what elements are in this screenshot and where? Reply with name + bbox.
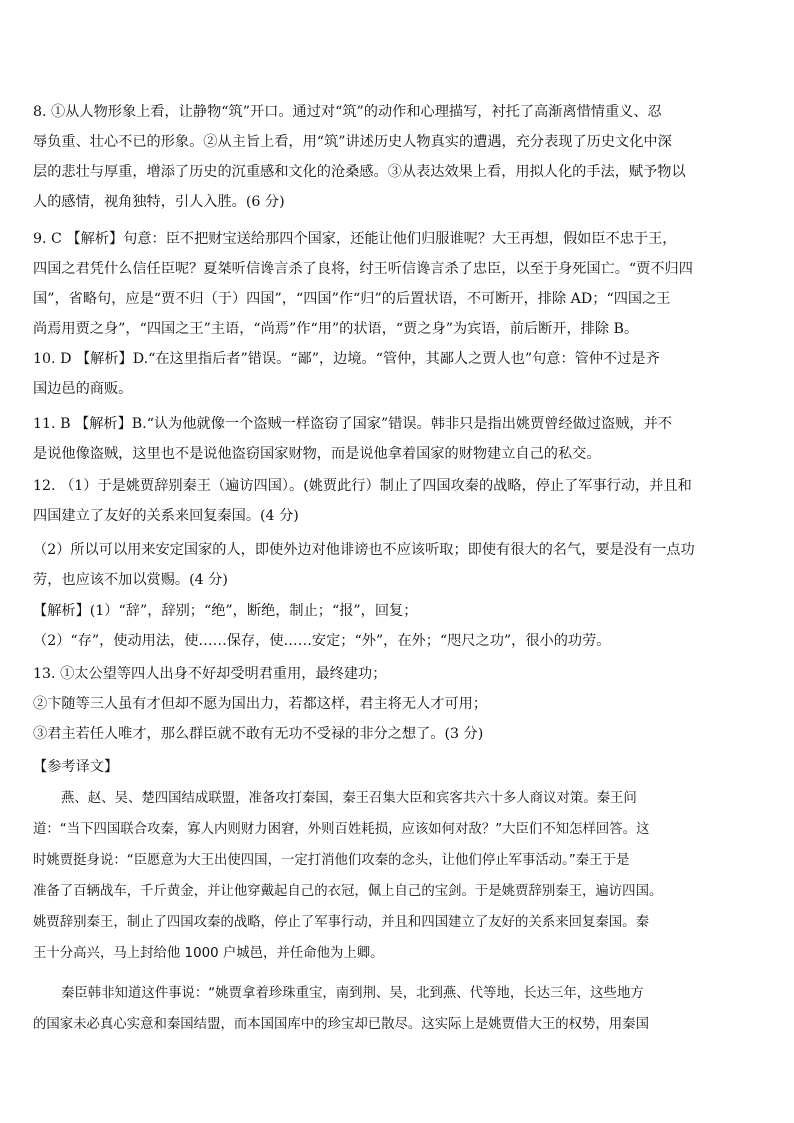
q8-line-1: 8. ①从人物形象上看，让静物“筑”开口。通过对“筑”的动作和心理描写，衬托了高渐离惜情重义、忍 <box>33 104 662 120</box>
translation-p1-line-4: 准备了百辆战车，千斤黄金，并让他穿戴起自己的衣冠，佩上自己的宝剑。于是姚贾辞别秦王，遍访四国。 <box>33 884 663 899</box>
q9-line-1: 9. C 【解析】句意：臣不把财宝送给那四个国家，还能让他们归服谁呢？大王再想，假如臣不忠于王， <box>33 231 677 247</box>
q13-line-1: 13. ①太公望等四人出身不好却受明君重用，最终建功； <box>33 666 387 682</box>
q9-line-2: 四国之君凭什么信任臣呢？夏桀听信谗言杀了良将，纣王听信谗言杀了忠臣，以至于身死国亡。“贾不归四 <box>33 261 693 277</box>
translation-p1-line-1: 燕、赵、吴、楚四国结成联盟，准备攻打秦国，秦王召集大臣和宾客共六十多人商议对策。秦王问 <box>61 791 637 806</box>
q12-analysis-line-2: （2）“存”，使动用法，使……保存，使……安定；“外”，在外；“咫尺之功”，很小的功劳。 <box>33 633 611 649</box>
q8-line-3: 层的悲壮与厚重，增添了历史的沉重感和文化的沧桑感。③从表达效果上看，用拟人化的手法，赋予物以 <box>33 164 686 180</box>
q11-line-1: 11. B 【解析】B.“认为他就像一个盗贼一样盗窃了国家”错误。韩非只是指出姚贾曾经做过盗贼，并不 <box>33 416 672 432</box>
q10-line-1: 10. D 【解析】D.“在这里指后者”错误。“鄙”，边境。“管仲，其鄙人之贾人也”句意：管仲不过是齐 <box>33 351 660 367</box>
q12-analysis-line-1: 【解析】(1）“辞”，辞别；“绝”，断绝，制止；“报”，回复； <box>33 603 418 619</box>
q10-line-2: 国边邑的商贩。 <box>33 381 133 397</box>
translation-p1-line-5: 姚贾辞别秦王，制止了四国攻秦的战略，停止了军事行动，并且和四国建立了友好的关系来回复秦国。秦 <box>33 915 649 930</box>
translation-p1-line-2: 道：“当下四国联合攻秦，寡人内则财力困窘，外则百姓耗损，应该如何对敌？”大臣们不知怎样回答。这 <box>33 822 650 837</box>
translation-p2-line-2: 的国家未必真心实意和秦国结盟，而本国国库中的珍宝却已散尽。这实际上是姚贾借大王的权势，用秦国 <box>33 1017 649 1032</box>
q8-line-2: 辱负重、壮心不已的形象。②从主旨上看，用“筑”讲述历史人物真实的遭遇，充分表现了历史文化中深 <box>33 134 672 150</box>
q11-line-2: 是说他像盗贼，这里也不是说他盗窃国家财物，而是说他拿着国家的财物建立自己的私交。 <box>33 446 601 462</box>
q13-line-3: ③君主若任人唯才，那么群臣就不敢有无功不受禄的非分之想了。(3 分) <box>33 726 484 742</box>
q9-line-3: 国”，省略句，应是“贾不归（于）四国”，“四国”作“归”的后置状语，不可断开，排除 AD；“四国之王 <box>33 291 671 307</box>
q13-line-2: ②卞随等三人虽有才但却不愿为国出力，若都这样，君主将无人才可用； <box>33 696 488 712</box>
translation-p1-line-6: 王十分高兴，马上封给他 1000 户城邑，并任命他为上卿。 <box>33 946 384 961</box>
translation-p2-line-1: 秦臣韩非知道这件事说：“姚贾拿着珍珠重宝，南到荆、吴，北到燕、代等地，长达三年，这些地方 <box>61 986 644 1001</box>
q9-line-4: 尚焉用贾之身”，“四国之王”主语，“尚焉”作“用”的状语，“贾之身”为宾语，前后断开，排除 B。 <box>33 321 639 337</box>
q12-line-4: 劳，也应该不加以赏赐。(4 分) <box>33 572 228 588</box>
translation-heading: 【参考译文】 <box>33 759 119 775</box>
q12-line-3: （2）所以可以用来安定国家的人，即使外边对他诽谤也不应该听取；即使有很大的名气，要是没有一点功 <box>33 542 695 558</box>
translation-p1-line-3: 时姚贾挺身说：“臣愿意为大王出使四国，一定打消他们攻秦的念头，让他们停止军事活动。”秦王于是 <box>33 853 630 868</box>
q8-line-4: 人的感情，视角独特，引人入胜。(6 分) <box>33 194 285 210</box>
q12-line-2: 四国建立了友好的关系来回复秦国。(4 分) <box>33 508 299 524</box>
q12-line-1: 12. （1）于是姚贾辞别秦王（遍访四国）。(姚贾此行）制止了四国攻秦的战略，停止了军事行动，并且和 <box>33 478 692 494</box>
